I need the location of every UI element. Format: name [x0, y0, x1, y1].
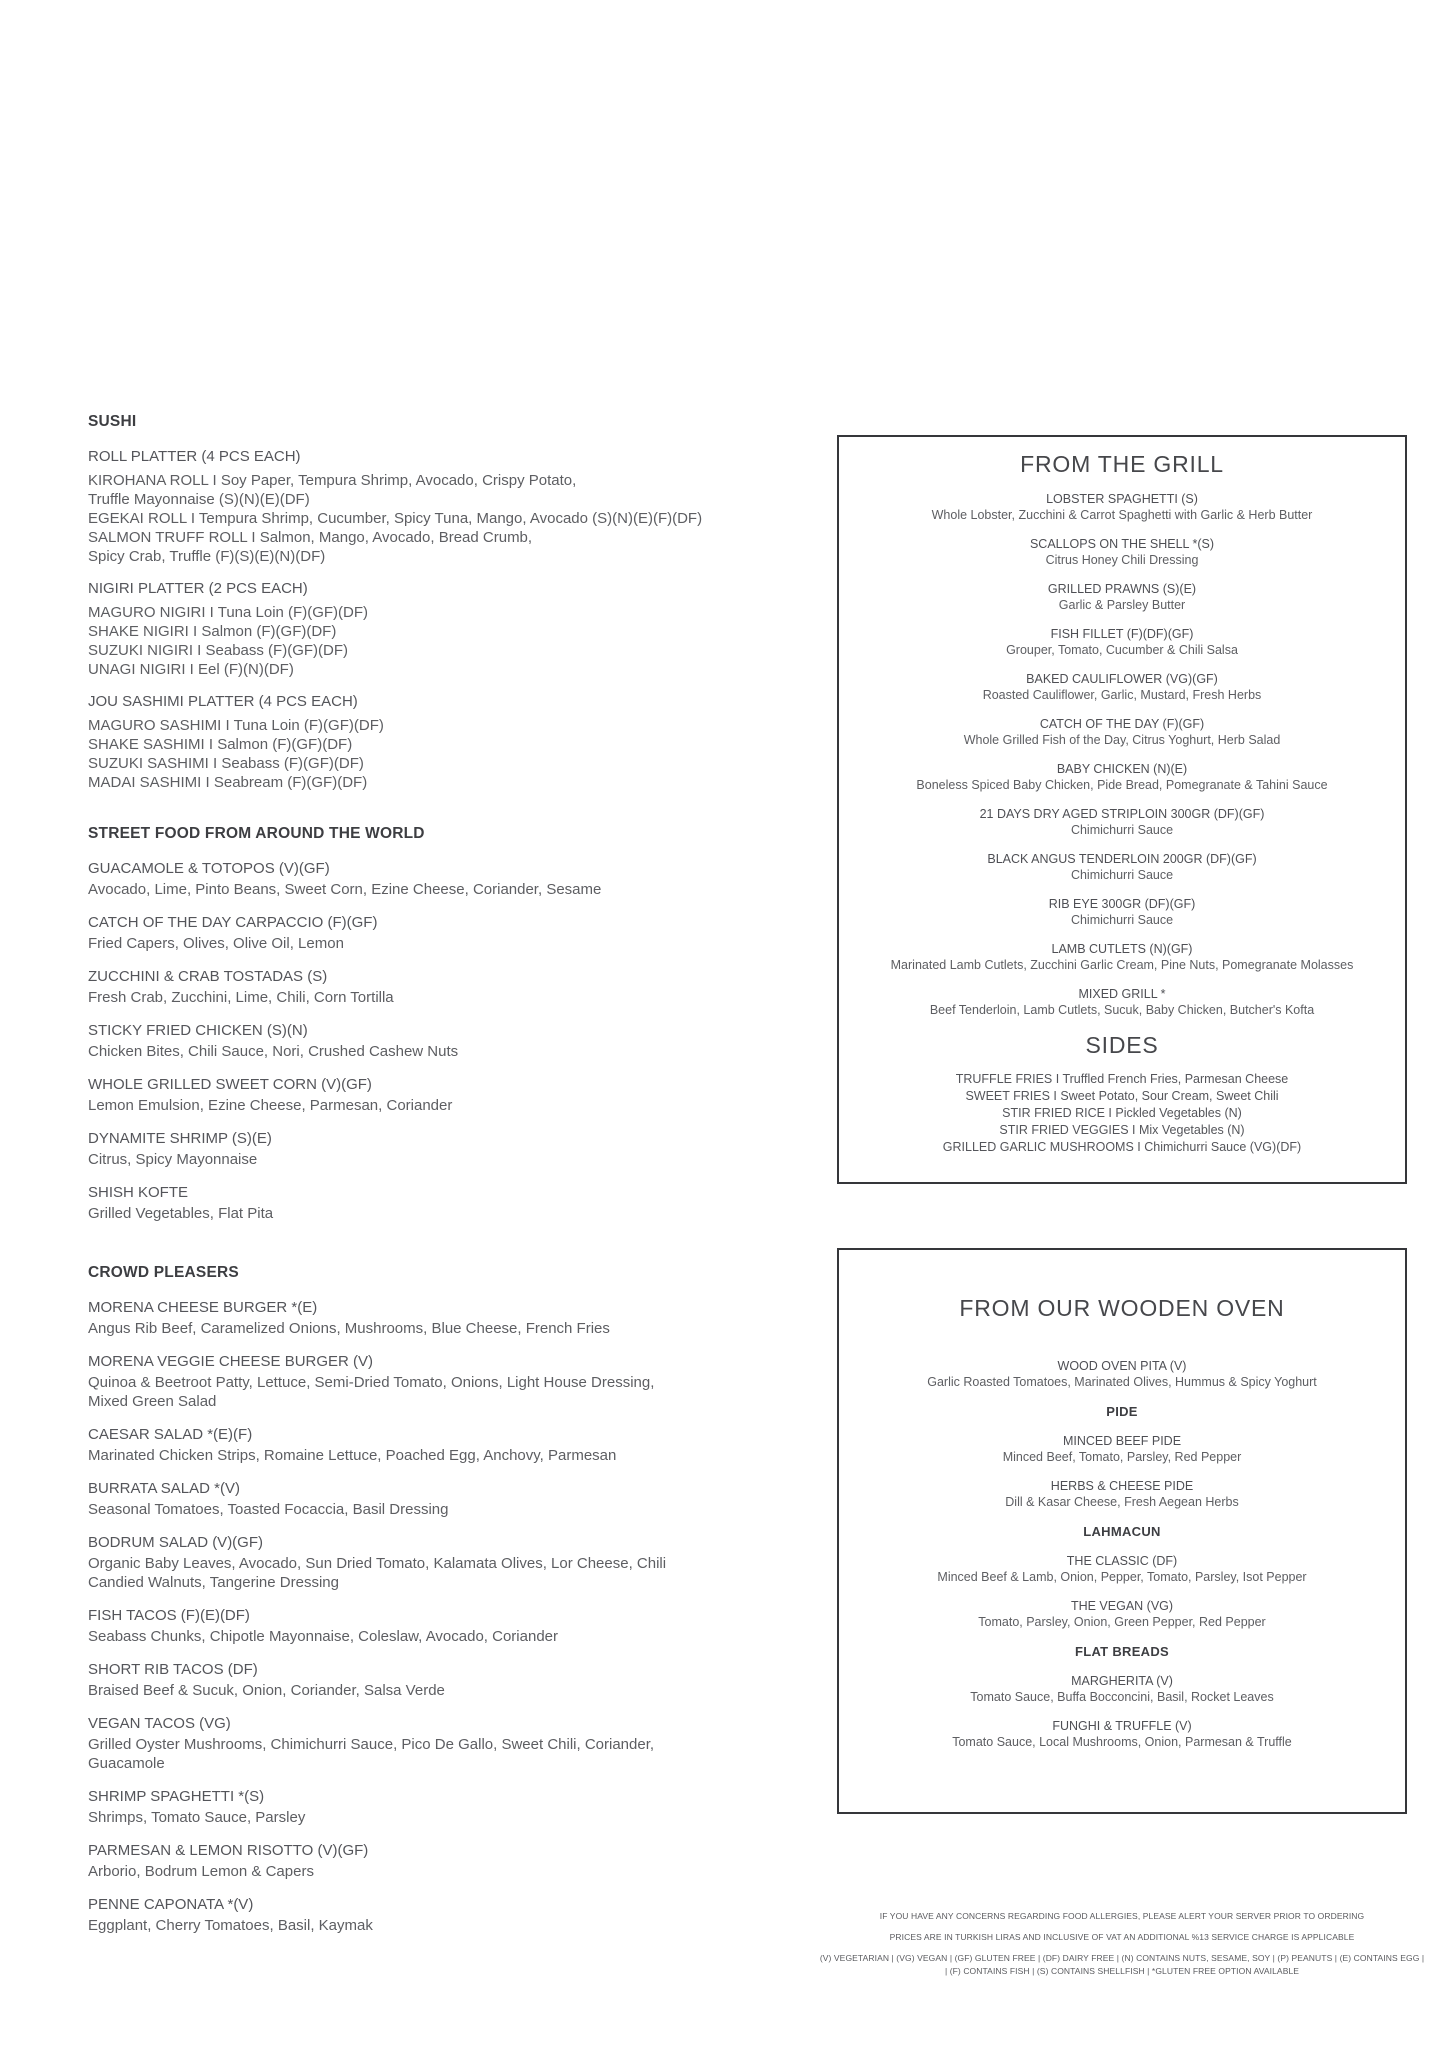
menu-item — [88, 1425, 760, 1465]
item-description: Chimichurri Sauce — [1070, 913, 1174, 927]
item-description: Tomato, Parsley, Onion, Green Pepper, Red Pepper — [978, 1615, 1266, 1629]
group-line: UNAGI NIGIRI I Eel (F)(N)(DF) — [88, 661, 294, 678]
item-name: SHISH KOFTE — [88, 1184, 189, 1201]
item-name: THE VEGAN (VG) — [1070, 1599, 1174, 1613]
item-name: GUACAMOLE & TOTOPOS (V)(GF) — [88, 860, 330, 877]
item-name: MORENA CHEESE BURGER *(E) — [88, 1299, 318, 1316]
item-name: MARGHERITA (V) — [1071, 1674, 1173, 1688]
item-description: Chicken Bites, Chili Sauce, Nori, Crushed Cashew Nuts — [88, 1043, 459, 1060]
footer-allergy-note: IF YOU HAVE ANY CONCERNS REGARDING FOOD ALLERGIES, PLEASE ALERT YOUR SERVER PRIOR TO ORDERING — [879, 1911, 1365, 1921]
grill-item — [839, 626, 1405, 658]
footer-prices-note: PRICES ARE IN TURKISH LIRAS AND INCLUSIVE OF VAT AN ADDITIONAL %13 SERVICE CHARGE IS APPLICABLE — [889, 1932, 1355, 1942]
item-name: ZUCCHINI & CRAB TOSTADAS (S) — [88, 968, 328, 985]
item-name: FISH FILLET (F)(DF)(GF) — [1050, 627, 1194, 641]
menu-item — [88, 1298, 760, 1338]
item-description: Guacamole — [88, 1755, 165, 1772]
menu-item — [88, 913, 760, 953]
group-line: MAGURO NIGIRI I Tuna Loin (F)(GF)(DF) — [88, 604, 369, 621]
grill-item — [839, 896, 1405, 928]
oven-item — [839, 1478, 1405, 1510]
item-name: HERBS & CHEESE PIDE — [1050, 1479, 1194, 1493]
menu-section — [88, 412, 760, 792]
menu-item — [88, 1660, 760, 1700]
item-description: Shrimps, Tomato Sauce, Parsley — [88, 1809, 306, 1826]
item-name: LAMB CUTLETS (N)(GF) — [1051, 942, 1193, 956]
menu-item — [88, 1352, 760, 1411]
side-line: STIR FRIED RICE I Pickled Vegetables (N) — [1002, 1106, 1242, 1120]
item-description: Garlic Roasted Tomatoes, Marinated Olives, Hummus & Spicy Yoghurt — [927, 1375, 1317, 1389]
item-description: Whole Grilled Fish of the Day, Citrus Yoghurt, Herb Salad — [963, 733, 1281, 747]
item-name: CATCH OF THE DAY (F)(GF) — [1039, 717, 1205, 731]
menu-item — [88, 1895, 760, 1935]
group-line: SHAKE SASHIMI I Salmon (F)(GF)(DF) — [88, 736, 353, 753]
group-title: NIGIRI PLATTER (2 PCS EACH) — [88, 580, 308, 597]
oven-item — [839, 1553, 1405, 1585]
item-description: Marinated Lamb Cutlets, Zucchini Garlic Cream, Pine Nuts, Pomegranate Molasses — [890, 958, 1354, 972]
menu-item — [88, 967, 760, 1007]
menu-item — [88, 1075, 760, 1115]
menu-item — [88, 1183, 760, 1223]
group-line: Spicy Crab, Truffle (F)(S)(E)(N)(DF) — [88, 548, 326, 565]
item-description: Garlic & Parsley Butter — [1058, 598, 1186, 612]
item-description: Citrus, Spicy Mayonnaise — [88, 1151, 258, 1168]
item-name: MINCED BEEF PIDE — [1062, 1434, 1182, 1448]
grill-box-title: FROM THE GRILL — [1020, 451, 1224, 477]
item-description: Arborio, Bodrum Lemon & Capers — [88, 1863, 314, 1880]
menu-item — [88, 1129, 760, 1169]
menu-item — [88, 1021, 760, 1061]
menu-group — [88, 447, 760, 566]
item-name: PENNE CAPONATA *(V) — [88, 1896, 254, 1913]
item-name: DYNAMITE SHRIMP (S)(E) — [88, 1130, 272, 1147]
section-heading: STREET FOOD FROM AROUND THE WORLD — [88, 825, 425, 842]
oven-item — [839, 1718, 1405, 1750]
menu-item — [88, 859, 760, 899]
section-heading: SUSHI — [88, 413, 137, 430]
sides-list — [839, 1071, 1405, 1156]
group-line: SHAKE NIGIRI I Salmon (F)(GF)(DF) — [88, 623, 337, 640]
menu-item — [88, 1841, 760, 1881]
grill-item — [839, 941, 1405, 973]
item-description: Boneless Spiced Baby Chicken, Pide Bread, Pomegranate & Tahini Sauce — [916, 778, 1328, 792]
group-line: EGEKAI ROLL I Tempura Shrimp, Cucumber, Spicy Tuna, Mango, Avocado (S)(N)(E)(F)(DF) — [88, 510, 703, 527]
section-heading: CROWD PLEASERS — [88, 1264, 239, 1281]
menu-item — [88, 1606, 760, 1646]
group-line: MAGURO SASHIMI I Tuna Loin (F)(GF)(DF) — [88, 717, 384, 734]
item-description: Fried Capers, Olives, Olive Oil, Lemon — [88, 935, 344, 952]
menu-item — [88, 1479, 760, 1519]
oven-item — [839, 1358, 1405, 1390]
menu-group — [88, 579, 760, 679]
side-line: SWEET FRIES I Sweet Potato, Sour Cream, Sweet Chili — [965, 1089, 1279, 1103]
oven-item — [839, 1433, 1405, 1465]
item-description: Eggplant, Cherry Tomatoes, Basil, Kaymak — [88, 1917, 373, 1934]
sides-heading: SIDES — [1085, 1032, 1159, 1058]
group-line: SALMON TRUFF ROLL I Salmon, Mango, Avocado, Bread Crumb, — [88, 529, 533, 546]
group-title: JOU SASHIMI PLATTER (4 PCS EACH) — [88, 693, 358, 710]
menu-section — [88, 824, 760, 1223]
item-name: 21 DAYS DRY AGED STRIPLOIN 300GR (DF)(GF) — [979, 807, 1265, 821]
grill-item — [839, 536, 1405, 568]
item-description: Seasonal Tomatoes, Toasted Focaccia, Basil Dressing — [88, 1501, 449, 1518]
group-line: KIROHANA ROLL I Soy Paper, Tempura Shrimp, Avocado, Crispy Potato, — [88, 472, 577, 489]
item-name: STICKY FRIED CHICKEN (S)(N) — [88, 1022, 308, 1039]
item-name: RIB EYE 300GR (DF)(GF) — [1048, 897, 1196, 911]
oven-subheading: FLAT BREADS — [1074, 1644, 1170, 1659]
grill-item — [839, 491, 1405, 523]
oven-item — [839, 1598, 1405, 1630]
item-name: THE CLASSIC (DF) — [1066, 1554, 1178, 1568]
item-name: CAESAR SALAD *(E)(F) — [88, 1426, 253, 1443]
grill-items-list — [839, 491, 1405, 1018]
grill-item — [839, 806, 1405, 838]
item-description: Whole Lobster, Zucchini & Carrot Spaghetti with Garlic & Herb Butter — [931, 508, 1313, 522]
item-description: Mixed Green Salad — [88, 1393, 217, 1410]
oven-items-list — [839, 1358, 1405, 1750]
group-line: SUZUKI SASHIMI I Seabass (F)(GF)(DF) — [88, 755, 364, 772]
side-line: TRUFFLE FRIES I Truffled French Fries, Parmesan Cheese — [955, 1072, 1289, 1086]
menu-item — [88, 1787, 760, 1827]
side-line: GRILLED GARLIC MUSHROOMS I Chimichurri Sauce (VG)(DF) — [942, 1140, 1302, 1154]
grill-item — [839, 581, 1405, 613]
item-description: Angus Rib Beef, Caramelized Onions, Mushrooms, Blue Cheese, French Fries — [88, 1320, 610, 1337]
group-title: ROLL PLATTER (4 PCS EACH) — [88, 448, 301, 465]
item-description: Organic Baby Leaves, Avocado, Sun Dried Tomato, Kalamata Olives, Lor Cheese, Chili — [88, 1555, 667, 1572]
item-name: FISH TACOS (F)(E)(DF) — [88, 1607, 250, 1624]
item-description: Dill & Kasar Cheese, Fresh Aegean Herbs — [1005, 1495, 1239, 1509]
item-name: MORENA VEGGIE CHEESE BURGER (V) — [88, 1353, 374, 1370]
oven-subheading: LAHMACUN — [1083, 1524, 1161, 1539]
item-name: PARMESAN & LEMON RISOTTO (V)(GF) — [88, 1842, 369, 1859]
item-description: Roasted Cauliflower, Garlic, Mustard, Fresh Herbs — [982, 688, 1262, 702]
item-name: SHORT RIB TACOS (DF) — [88, 1661, 258, 1678]
item-name: WHOLE GRILLED SWEET CORN (V)(GF) — [88, 1076, 372, 1093]
grill-item — [839, 851, 1405, 883]
item-description: Seabass Chunks, Chipotle Mayonnaise, Coleslaw, Avocado, Coriander — [88, 1628, 558, 1645]
item-name: LOBSTER SPAGHETTI (S) — [1046, 492, 1198, 506]
item-description: Tomato Sauce, Buffa Bocconcini, Basil, Rocket Leaves — [970, 1690, 1274, 1704]
item-description: Minced Beef, Tomato, Parsley, Red Pepper — [1002, 1450, 1242, 1464]
item-description: Chimichurri Sauce — [1070, 868, 1174, 882]
oven-item — [839, 1673, 1405, 1705]
oven-subheading: PIDE — [1106, 1404, 1138, 1419]
wooden-oven-box — [837, 1248, 1407, 1814]
side-line: STIR FRIED VEGGIES I Mix Vegetables (N) — [999, 1123, 1245, 1137]
grill-item — [839, 716, 1405, 748]
item-description: Grilled Vegetables, Flat Pita — [88, 1205, 274, 1222]
group-line: Truffle Mayonnaise (S)(N)(E)(DF) — [88, 491, 310, 508]
item-description: Grilled Oyster Mushrooms, Chimichurri Sauce, Pico De Gallo, Sweet Chili, Coriander, — [88, 1736, 655, 1753]
item-name: BODRUM SALAD (V)(GF) — [88, 1534, 264, 1551]
item-description: Braised Beef & Sucuk, Onion, Coriander, Salsa Verde — [88, 1682, 445, 1699]
item-name: BURRATA SALAD *(V) — [88, 1480, 240, 1497]
item-description: Tomato Sauce, Local Mushrooms, Onion, Parmesan & Truffle — [952, 1735, 1292, 1749]
item-description: Candied Walnuts, Tangerine Dressing — [88, 1574, 339, 1591]
group-line: MADAI SASHIMI I Seabream (F)(GF)(DF) — [88, 774, 368, 791]
item-name: WOOD OVEN PITA (V) — [1057, 1359, 1187, 1373]
menu-group — [88, 692, 760, 792]
item-name: BABY CHICKEN (N)(E) — [1056, 762, 1188, 776]
item-description: Avocado, Lime, Pinto Beans, Sweet Corn, Ezine Cheese, Coriander, Sesame — [88, 881, 602, 898]
item-name: FUNGHI & TRUFFLE (V) — [1052, 1719, 1192, 1733]
footer-legend-line-2: | (F) CONTAINS FISH | (S) CONTAINS SHELLFISH | *GLUTEN FREE OPTION AVAILABLE — [944, 1966, 1300, 1976]
item-name: GRILLED PRAWNS (S)(E) — [1047, 582, 1197, 596]
item-description: Minced Beef & Lamb, Onion, Pepper, Tomato, Parsley, Isot Pepper — [937, 1570, 1307, 1584]
item-name: BAKED CAULIFLOWER (VG)(GF) — [1026, 672, 1218, 686]
item-name: MIXED GRILL * — [1078, 987, 1166, 1001]
item-description: Beef Tenderloin, Lamb Cutlets, Sucuk, Baby Chicken, Butcher's Kofta — [929, 1003, 1315, 1017]
item-name: CATCH OF THE DAY CARPACCIO (F)(GF) — [88, 914, 378, 931]
item-description: Lemon Emulsion, Ezine Cheese, Parmesan, Coriander — [88, 1097, 453, 1114]
from-the-grill-box — [837, 435, 1407, 1184]
item-description: Chimichurri Sauce — [1070, 823, 1174, 837]
item-name: VEGAN TACOS (VG) — [88, 1715, 231, 1732]
menu-item — [88, 1533, 760, 1592]
item-description: Marinated Chicken Strips, Romaine Lettuce, Poached Egg, Anchovy, Parmesan — [88, 1447, 617, 1464]
grill-item — [839, 986, 1405, 1018]
item-description: Quinoa & Beetroot Patty, Lettuce, Semi-Dried Tomato, Onions, Light House Dressing, — [88, 1374, 655, 1391]
group-line: SUZUKI NIGIRI I Seabass (F)(GF)(DF) — [88, 642, 349, 659]
menu-section — [88, 1263, 760, 1935]
item-description: Grouper, Tomato, Cucumber & Chili Salsa — [1006, 643, 1238, 657]
footer-legend-line-1: (V) VEGETARIAN | (VG) VEGAN | (GF) GLUTEN FREE | (DF) DAIRY FREE | (N) CONTAINS NUTS, SESAME, SOY | (P) PEANUTS | (E) CONTAINS EGG | — [819, 1953, 1425, 1963]
oven-box-title: FROM OUR WOODEN OVEN — [959, 1295, 1285, 1321]
item-description: Citrus Honey Chili Dressing — [1045, 553, 1199, 567]
grill-item — [839, 671, 1405, 703]
item-name: BLACK ANGUS TENDERLOIN 200GR (DF)(GF) — [987, 852, 1257, 866]
left-menu-column — [88, 412, 760, 1949]
menu-item — [88, 1714, 760, 1773]
item-name: SCALLOPS ON THE SHELL *(S) — [1029, 537, 1215, 551]
item-description: Fresh Crab, Zucchini, Lime, Chili, Corn Tortilla — [88, 989, 394, 1006]
item-name: SHRIMP SPAGHETTI *(S) — [88, 1788, 265, 1805]
grill-item — [839, 761, 1405, 793]
